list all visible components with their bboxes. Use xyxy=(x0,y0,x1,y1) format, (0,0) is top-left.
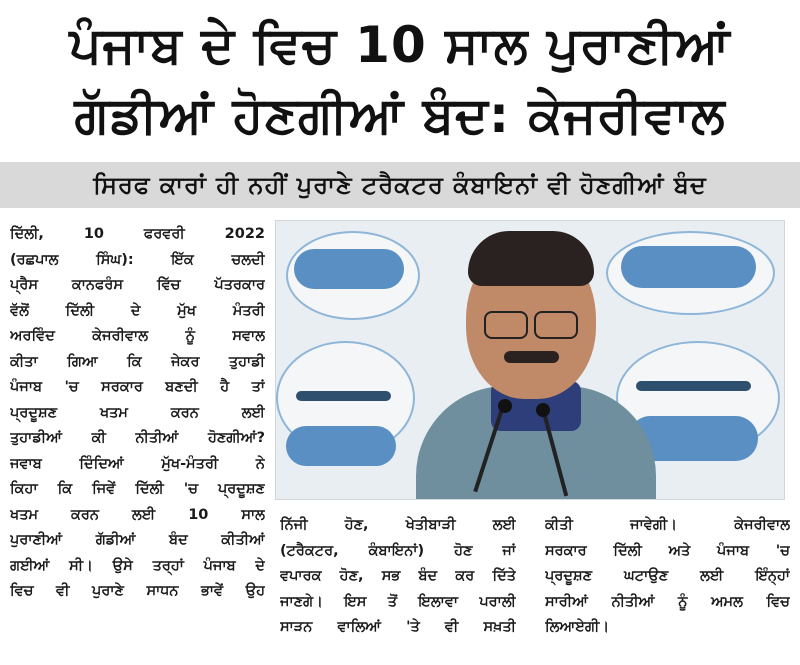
article-column-left xyxy=(10,222,265,605)
article-line: ਜਾਣਗੇ। ਇਸ ਤੋਂ ਇਲਾਵਾ ਪਰਾਲੀ xyxy=(280,593,516,610)
headline xyxy=(0,0,800,160)
microphone-icon xyxy=(498,399,512,413)
microphone-icon xyxy=(536,403,550,417)
article-line: ਵੱਲੋਂ ਦਿੱਲੀ ਦੇ ਮੁੱਖ ਮੰਤਰੀ xyxy=(10,302,265,319)
article-line: ਜਵਾਬ ਦਿੰਦਿਆਂ ਮੁੱਖ-ਮੰਤਰੀ ਨੇ xyxy=(10,455,265,472)
article-line: ਖਤਮ ਕਰਨ ਲਈ 10 ਸਾਲ xyxy=(10,506,265,523)
broom-icon xyxy=(636,381,751,391)
article-line: ਪ੍ਰਦੂਸ਼ਣ ਘਟਾਉਣ ਲਈ ਇੰਨ੍ਹਾਂ xyxy=(545,568,790,584)
article-line: ਵਿਚ ਵੀ ਪੁਰਾਣੇ ਸਾਧਨ ਭਾਵੇਂ ਉਹ xyxy=(10,583,265,599)
article-line: ਦਿੱਲੀ, 10 ਫਰਵਰੀ 2022 xyxy=(10,226,265,242)
article-line: ਪੁਰਾਣੀਆਂ ਗੱਡੀਆਂ ਬੰਦ ਕੀਤੀਆਂ xyxy=(10,532,265,548)
backdrop-logo-band xyxy=(294,249,404,289)
article-line: ਸਾੜਨ ਵਾਲਿਆਂ 'ਤੇ ਵੀ ਸਖ਼ਤੀ xyxy=(280,619,516,635)
article-line: ਵਪਾਰਕ ਹੋਣ, ਸਭ ਬੰਦ ਕਰ ਦਿੱਤੇ xyxy=(280,568,516,584)
article-line: ਗਈਆਂ ਸੀ। ਉਸੇ ਤਰ੍ਹਾਂ ਪੰਜਾਬ ਦੇ xyxy=(10,557,265,574)
glasses-left-lens xyxy=(484,311,528,339)
headline-line-2: ਗੱਡੀਆਂ ਹੋਣਗੀਆਂ ਬੰਦ: ਕੇਜਰੀਵਾਲ xyxy=(74,86,726,144)
article-line: ਤੁਹਾਡੀਆਂ ਕੀ ਨੀਤੀਆਂ ਹੋਣਗੀਆਂ? xyxy=(10,430,265,446)
headline-line-1: ਪੰਜਾਬ ਦੇ ਵਿਚ 10 ਸਾਲ ਪੁਰਾਣੀਆਂ xyxy=(69,16,731,74)
press-conference-photo xyxy=(275,220,785,500)
article-line: ਸਾਰੀਆਂ ਨੀਤੀਆਂ ਨੂੰ ਅਮਲ ਵਿਚ xyxy=(545,593,790,610)
subheadline-band xyxy=(0,162,800,208)
article-line: ਕੀਤਾ ਗਿਆ ਕਿ ਜੇਕਰ ਤੁਹਾਡੀ xyxy=(10,353,265,370)
article-line: ਨਿੱਜੀ ਹੋਣ, ਖੇਤੀਬਾੜੀ ਲਈ xyxy=(280,517,516,533)
article-line: (ਰਛਪਾਲ ਸਿੰਘ): ਇੱਕ ਚਲਦੀ xyxy=(10,251,265,268)
speaker-mustache xyxy=(504,351,559,363)
article-line: ਕਿਹਾ ਕਿ ਜਿਵੇਂ ਦਿੱਲੀ 'ਚ ਪ੍ਰਦੂਸ਼ਣ xyxy=(10,481,265,497)
article-line: ਅਰਵਿੰਦ ਕੇਜਰੀਵਾਲ ਨੂੰ ਸਵਾਲ xyxy=(10,328,265,344)
article-line: ਸਰਕਾਰ ਦਿੱਲੀ ਅਤੇ ਪੰਜਾਬ 'ਚ xyxy=(545,542,790,559)
article-line: ਪ੍ਰਦੂਸ਼ਣ ਖਤਮ ਕਰਨ ਲਈ xyxy=(10,404,265,421)
article-line: (ਟਰੈਕਟਰ, ਕੰਬਾਇਨਾਂ) ਹੋਣ ਜਾਂ xyxy=(280,542,516,559)
speaker-hair xyxy=(468,231,594,286)
article-line: ਕੀਤੀ ਜਾਵੇਗੀ। ਕੇਜਰੀਵਾਲ xyxy=(545,517,790,533)
glasses-right-lens xyxy=(534,311,578,339)
backdrop-logo-band xyxy=(286,426,396,466)
backdrop-logo-band xyxy=(621,246,756,288)
subheadline: ਸਿਰਫ ਕਾਰਾਂ ਹੀ ਨਹੀਂ ਪੁਰਾਣੇ ਟਰੈਕਟਰ ਕੰਬਾਇਨਾਂ ਵੀ ਹੋਣਗੀਆਂ ਬੰਦ xyxy=(93,171,707,199)
article-line: ਪੰਜਾਬ 'ਚ ਸਰਕਾਰ ਬਣਦੀ ਹੈ ਤਾਂ xyxy=(10,379,265,395)
article-line: ਲਿਆਏਗੀ। xyxy=(545,619,610,635)
article-column-middle xyxy=(280,513,516,641)
article-line: ਪ੍ਰੈਸ ਕਾਨਫਰੰਸ ਵਿੱਚ ਪੱਤਰਕਾਰ xyxy=(10,277,265,293)
broom-icon xyxy=(296,391,391,401)
article-column-right xyxy=(545,513,790,641)
